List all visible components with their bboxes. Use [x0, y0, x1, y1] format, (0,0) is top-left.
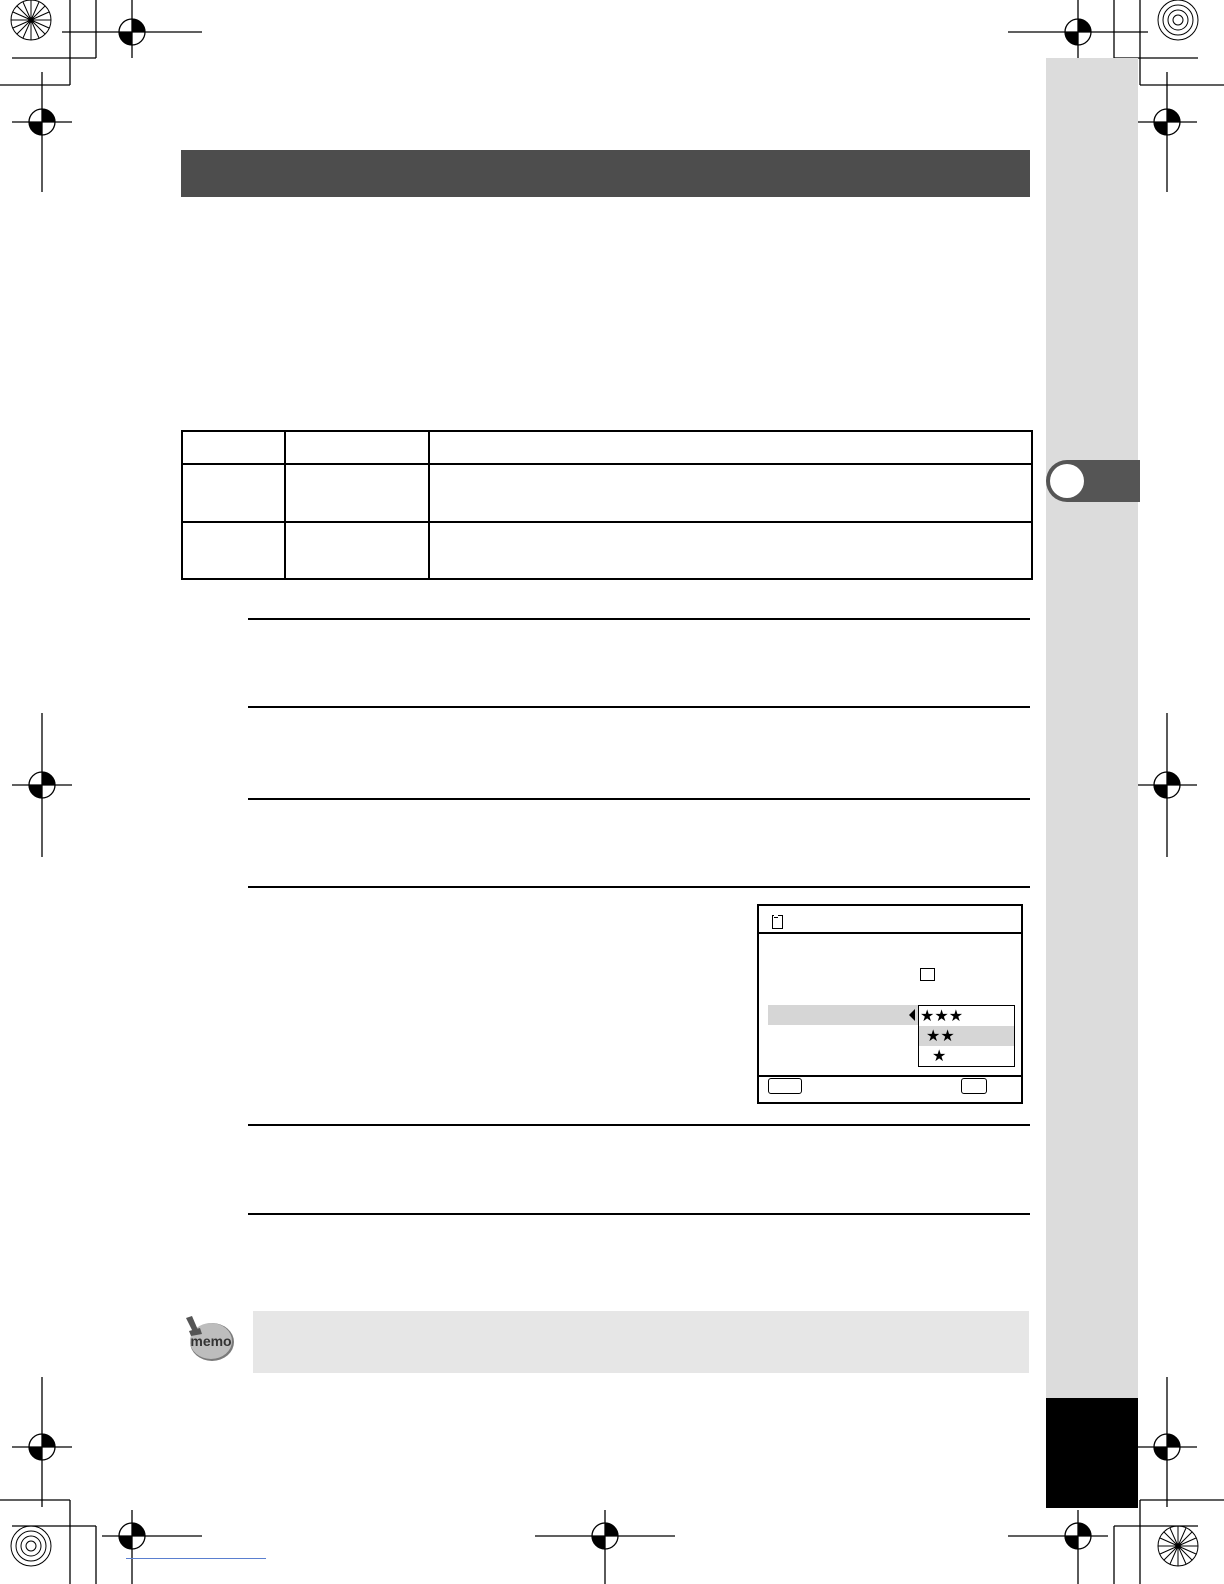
footer-link-underline[interactable] [126, 1558, 266, 1559]
memo-icon-label: memo [190, 1333, 232, 1349]
quality-dropdown[interactable] [918, 1005, 1015, 1067]
step-1-divider [248, 618, 1030, 620]
chapter-marker-circle [1050, 464, 1084, 498]
page-number-block [1046, 1398, 1138, 1508]
menu-row-highlight [768, 1005, 918, 1025]
table-col-divider-2 [428, 432, 430, 578]
camera-menu-screen [757, 904, 1023, 1104]
side-tab-strip [1046, 58, 1138, 1398]
left-arrow-icon [909, 1009, 915, 1021]
step-4-divider [248, 886, 1030, 888]
screen-bottom-separator [759, 1075, 1021, 1077]
screen-title-separator [759, 932, 1021, 934]
ok-softkey-button[interactable] [961, 1078, 987, 1094]
quality-option-3-star[interactable]: ★★★ [920, 1006, 964, 1025]
sd-card-icon [772, 915, 783, 929]
step-2-divider [248, 706, 1030, 708]
single-frame-icon [920, 968, 935, 981]
memo-box [253, 1311, 1029, 1373]
table-header-divider [183, 463, 1031, 465]
step-5-divider [248, 1124, 1030, 1126]
quality-option-1-star[interactable]: ★ [932, 1046, 947, 1065]
menu-softkey-button[interactable] [768, 1078, 802, 1094]
table-row-divider [183, 521, 1031, 523]
settings-table [181, 430, 1033, 580]
table-col-divider-1 [284, 432, 286, 578]
section-header-bar [181, 150, 1030, 197]
step-3-divider [248, 798, 1030, 800]
quality-option-2-star[interactable]: ★★ [919, 1026, 1014, 1046]
memo-icon [180, 1314, 238, 1364]
step-6-divider [248, 1213, 1030, 1215]
